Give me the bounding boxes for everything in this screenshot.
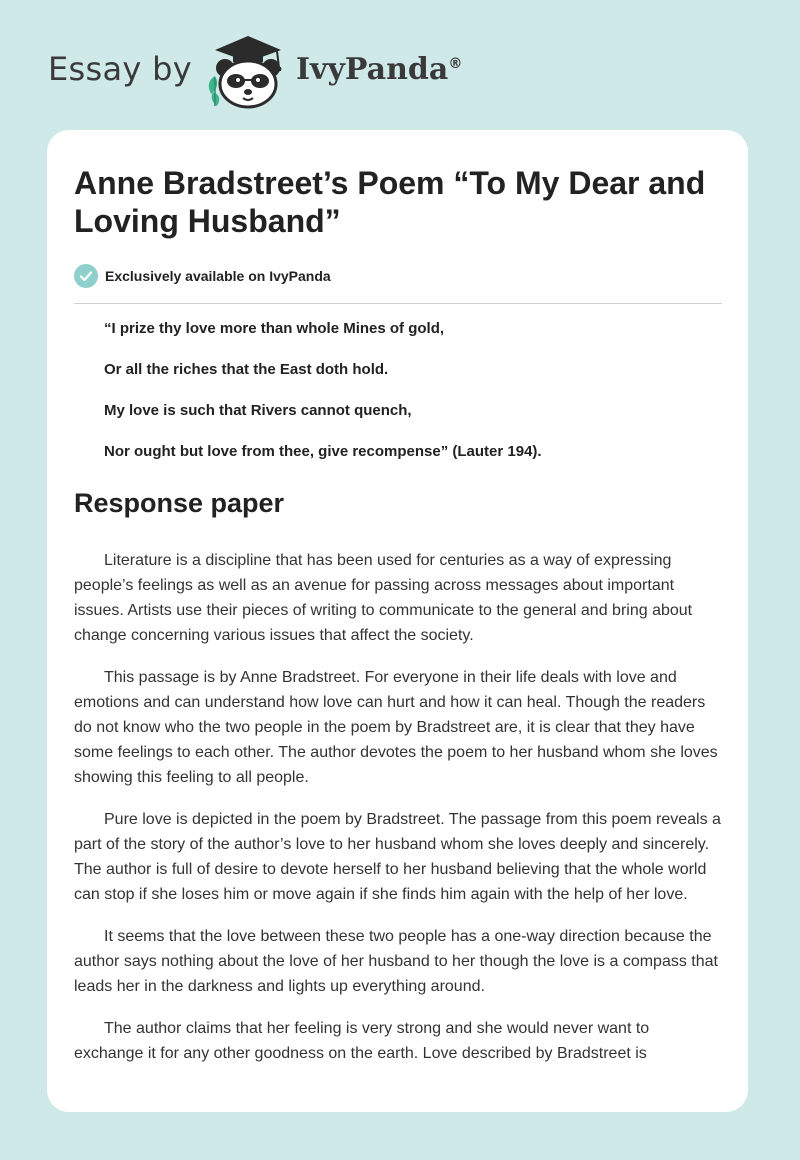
exclusive-text: Exclusively available on IvyPanda xyxy=(105,268,331,284)
section-heading: Response paper xyxy=(74,488,285,518)
registered-mark: ® xyxy=(448,56,463,72)
essay-body xyxy=(74,548,722,1083)
body-paragraph: Pure love is depicted in the poem by Bradstreet. The passage from this poem reveals a part of the story of the author’s love to her husband whom she loves deeply and sincerely. The author is full of desire to devote herself to her husband believing that the whole world can stop if she loses him or move again if she finds him again with the help of her love. xyxy=(74,811,721,903)
divider xyxy=(74,303,722,304)
brand-name: IvyPanda® xyxy=(296,52,463,87)
body-paragraph: Literature is a discipline that has been used for centuries as a way of expressing people’s feelings as well as an avenue for passing across messages about important issues. Artists use their pieces of writing to communicate to the general and bring about change concerning various issues that affect the society. xyxy=(74,552,693,644)
ivypanda-logo-icon[interactable] xyxy=(203,34,293,110)
quote-line: Or all the riches that the East doth hold. xyxy=(104,361,389,378)
essay-card xyxy=(47,130,748,1112)
exclusive-badge xyxy=(74,263,331,289)
body-paragraph: The author claims that her feeling is very strong and she would never want to exchange it for any other goodness on the earth. Love described by Bradstreet is xyxy=(74,1020,650,1062)
page-title: Anne Bradstreet’s Poem “To My Dear and Loving Husband” xyxy=(74,165,706,239)
body-paragraph: This passage is by Anne Bradstreet. For everyone in their life deals with love and emotions and can understand how love can hurt and how it can heal. Though the readers do not know who the two people in the poem by Bradstreet are, it is clear that they have some feelings to each other. The author devotes the poem to her husband whom she loves showing this feeling to all people. xyxy=(74,669,718,786)
quote-line: My love is such that Rivers cannot quench, xyxy=(104,402,412,419)
essay-by-label: Essay by xyxy=(48,50,192,88)
poem-quote xyxy=(104,320,714,484)
site-header xyxy=(48,30,548,110)
check-icon xyxy=(74,264,98,288)
quote-line: Nor ought but love from thee, give recompense” (Lauter 194). xyxy=(104,443,542,460)
body-paragraph: It seems that the love between these two people has a one-way direction because the author says nothing about the love of her husband to her though the love is a compass that leads her in the darkness and lights up everything around. xyxy=(74,928,718,995)
quote-line: “I prize thy love more than whole Mines of gold, xyxy=(104,320,445,337)
